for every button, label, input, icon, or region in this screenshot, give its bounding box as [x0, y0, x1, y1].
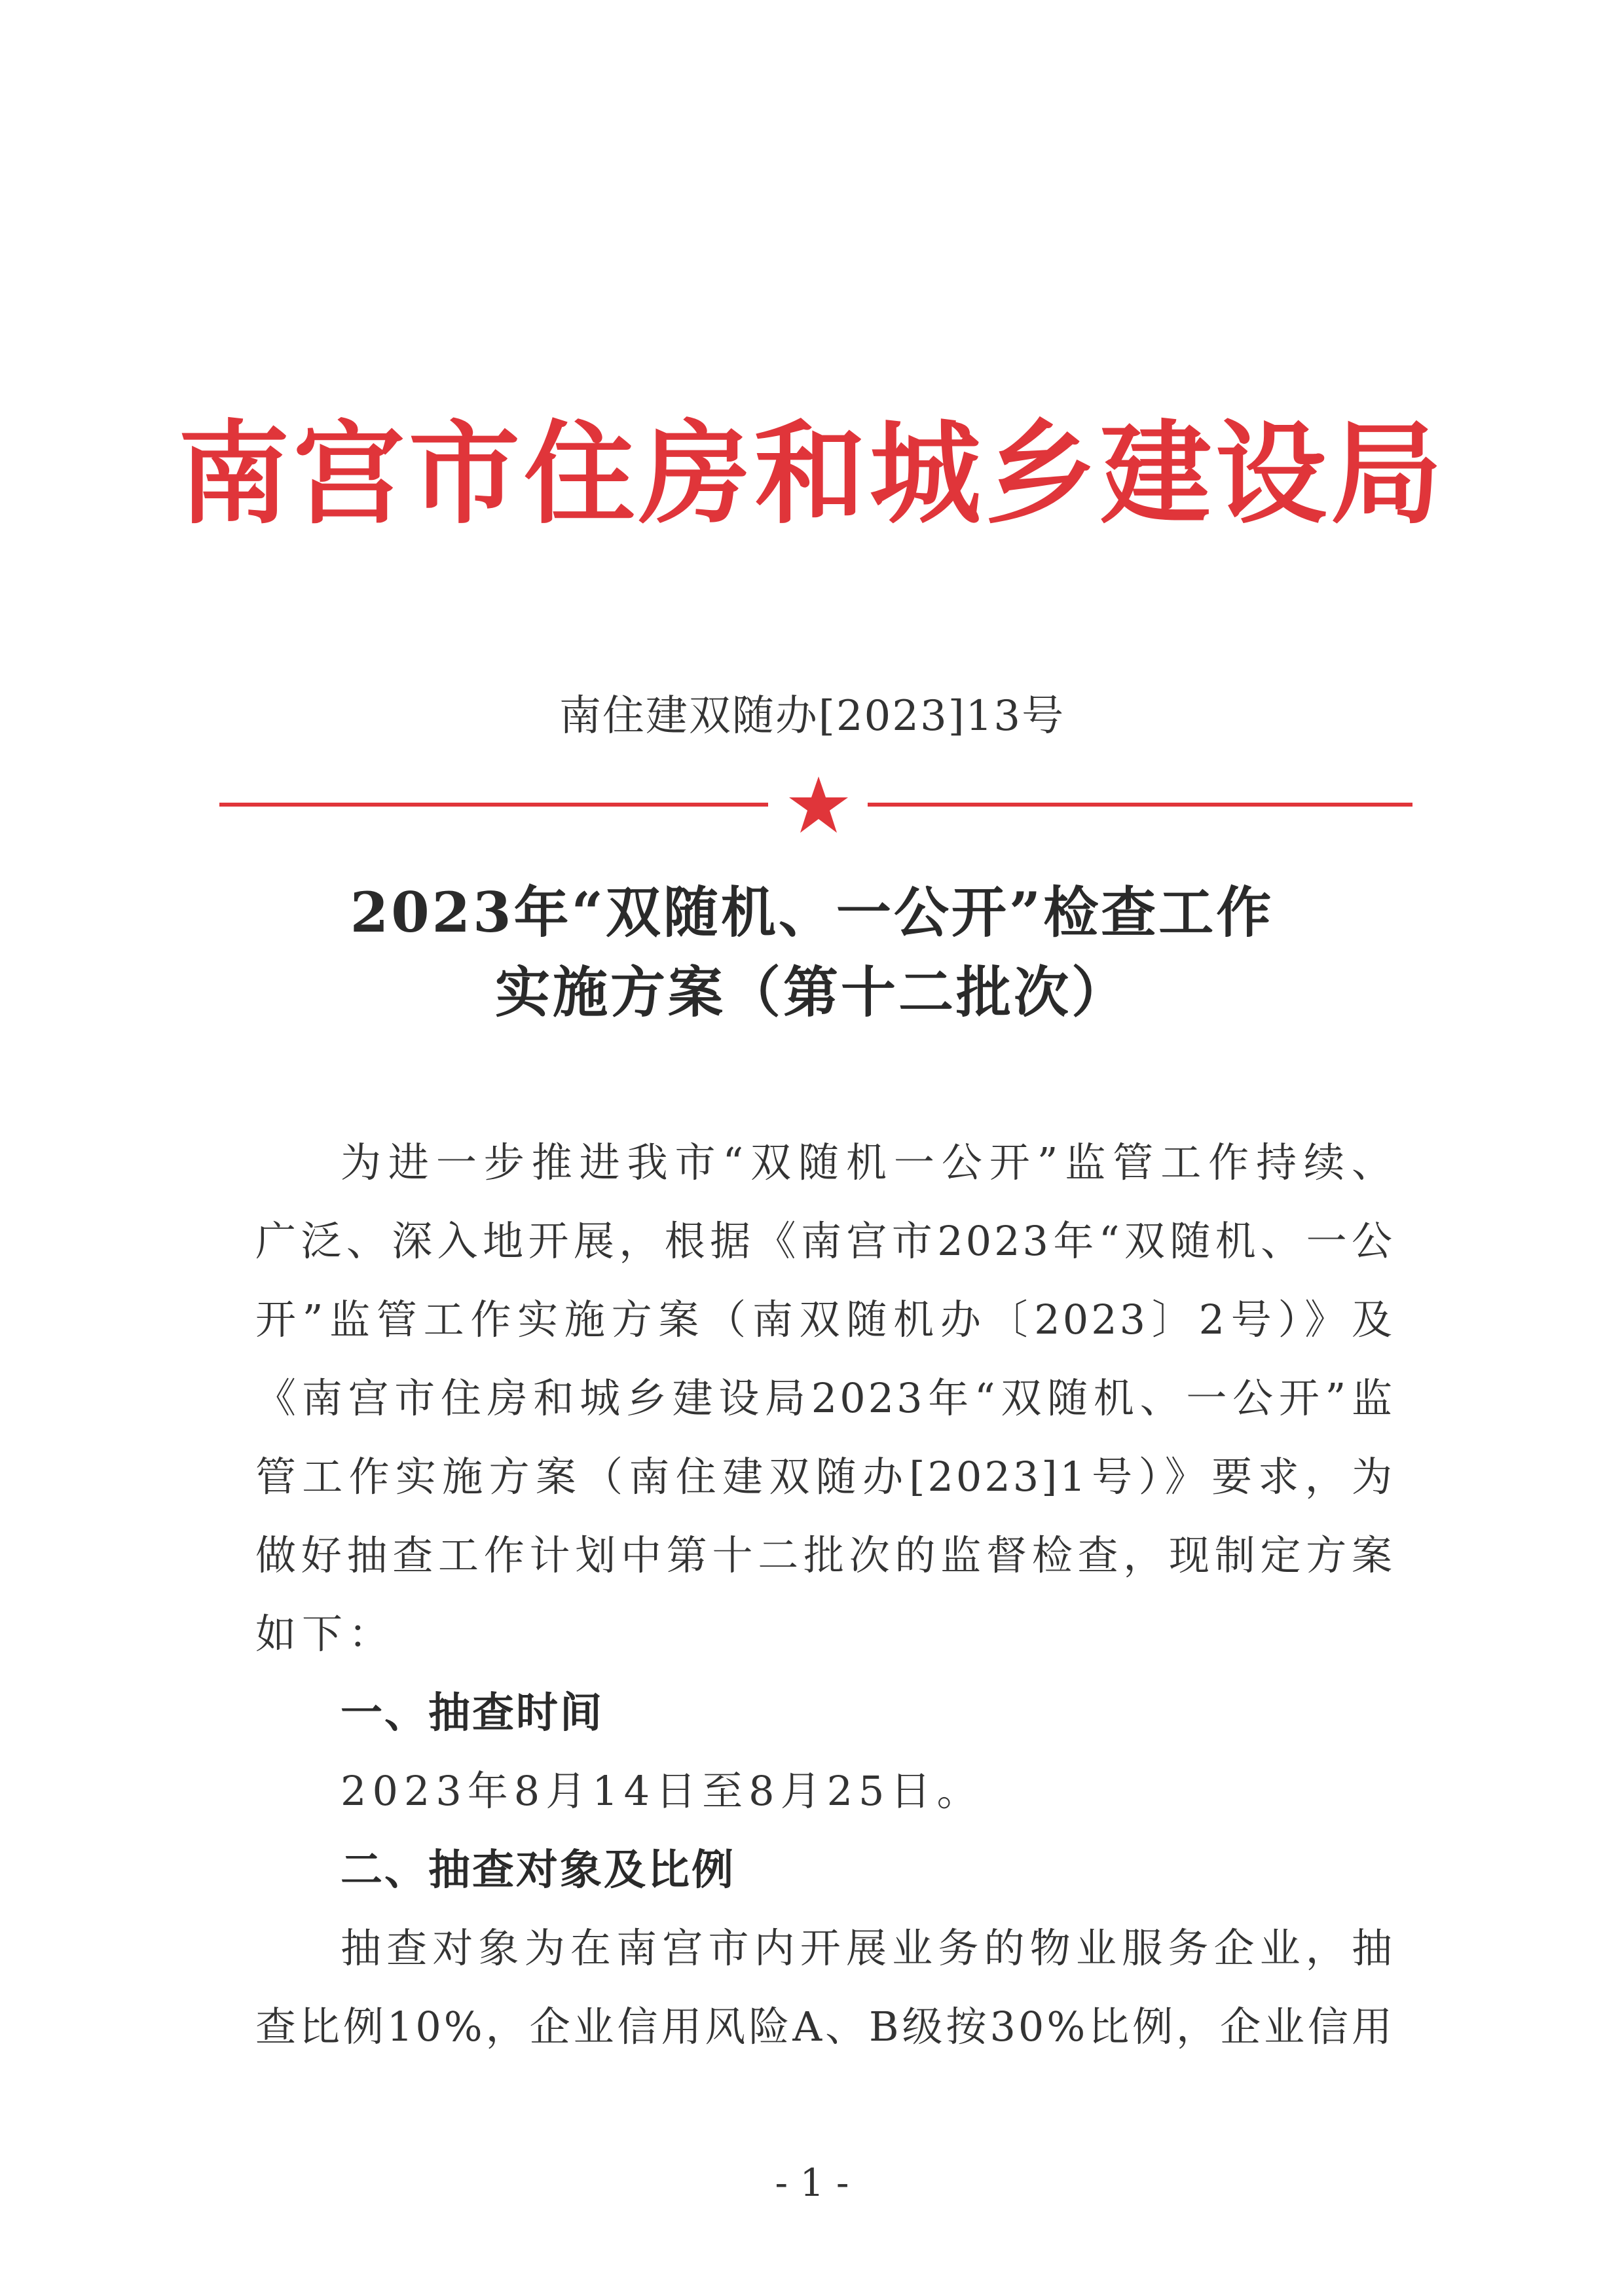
red-star-icon — [786, 773, 851, 838]
inspection-time-text: 2023年8月14日至8月25日。 — [341, 1767, 984, 1815]
document-number: 南住建双随办[2023]13号 — [559, 692, 1065, 740]
section-heading-inspection-targets: 二、抽查对象及比例 — [341, 1846, 735, 1895]
intro-paragraph-line: 做好抽查工作计划中第十二批次的监督检查，现制定方案 — [255, 1531, 1395, 1579]
document-title-line-1: 2023年“双随机、一公开”检查工作 — [350, 880, 1274, 945]
intro-paragraph-line: 《南宫市住房和城乡建设局2023年“双随机、一公开”监 — [255, 1374, 1395, 1422]
intro-paragraph-line: 开”监管工作实施方案（南双随机办〔2023〕2号）》及 — [255, 1296, 1395, 1343]
intro-paragraph-line: 如下： — [255, 1610, 396, 1658]
red-divider-right — [868, 803, 1412, 807]
page-number: - 1 - — [775, 2160, 849, 2205]
intro-paragraph-line: 广泛、深入地开展，根据《南宫市2023年“双随机、一公 — [255, 1217, 1395, 1265]
intro-paragraph-line: 管工作实施方案（南住建双随办[2023]1号）》要求，为 — [255, 1453, 1395, 1501]
section-heading-inspection-time: 一、抽查时间 — [341, 1689, 604, 1738]
inspection-targets-line: 查比例10%，企业信用风险A、B级按30%比例，企业信用 — [255, 2003, 1395, 2050]
inspection-targets-line: 抽查对象为在南宫市内开展业务的物业服务企业，抽 — [341, 1924, 1395, 1972]
intro-paragraph-line: 为进一步推进我市“双随机一公开”监管工作持续、 — [341, 1139, 1395, 1186]
issuing-authority-masthead: 南宫市住房和城乡建设局 — [177, 410, 1446, 539]
document-title-line-2: 实施方案（第十二批次） — [494, 960, 1129, 1025]
red-divider-left — [219, 803, 768, 807]
